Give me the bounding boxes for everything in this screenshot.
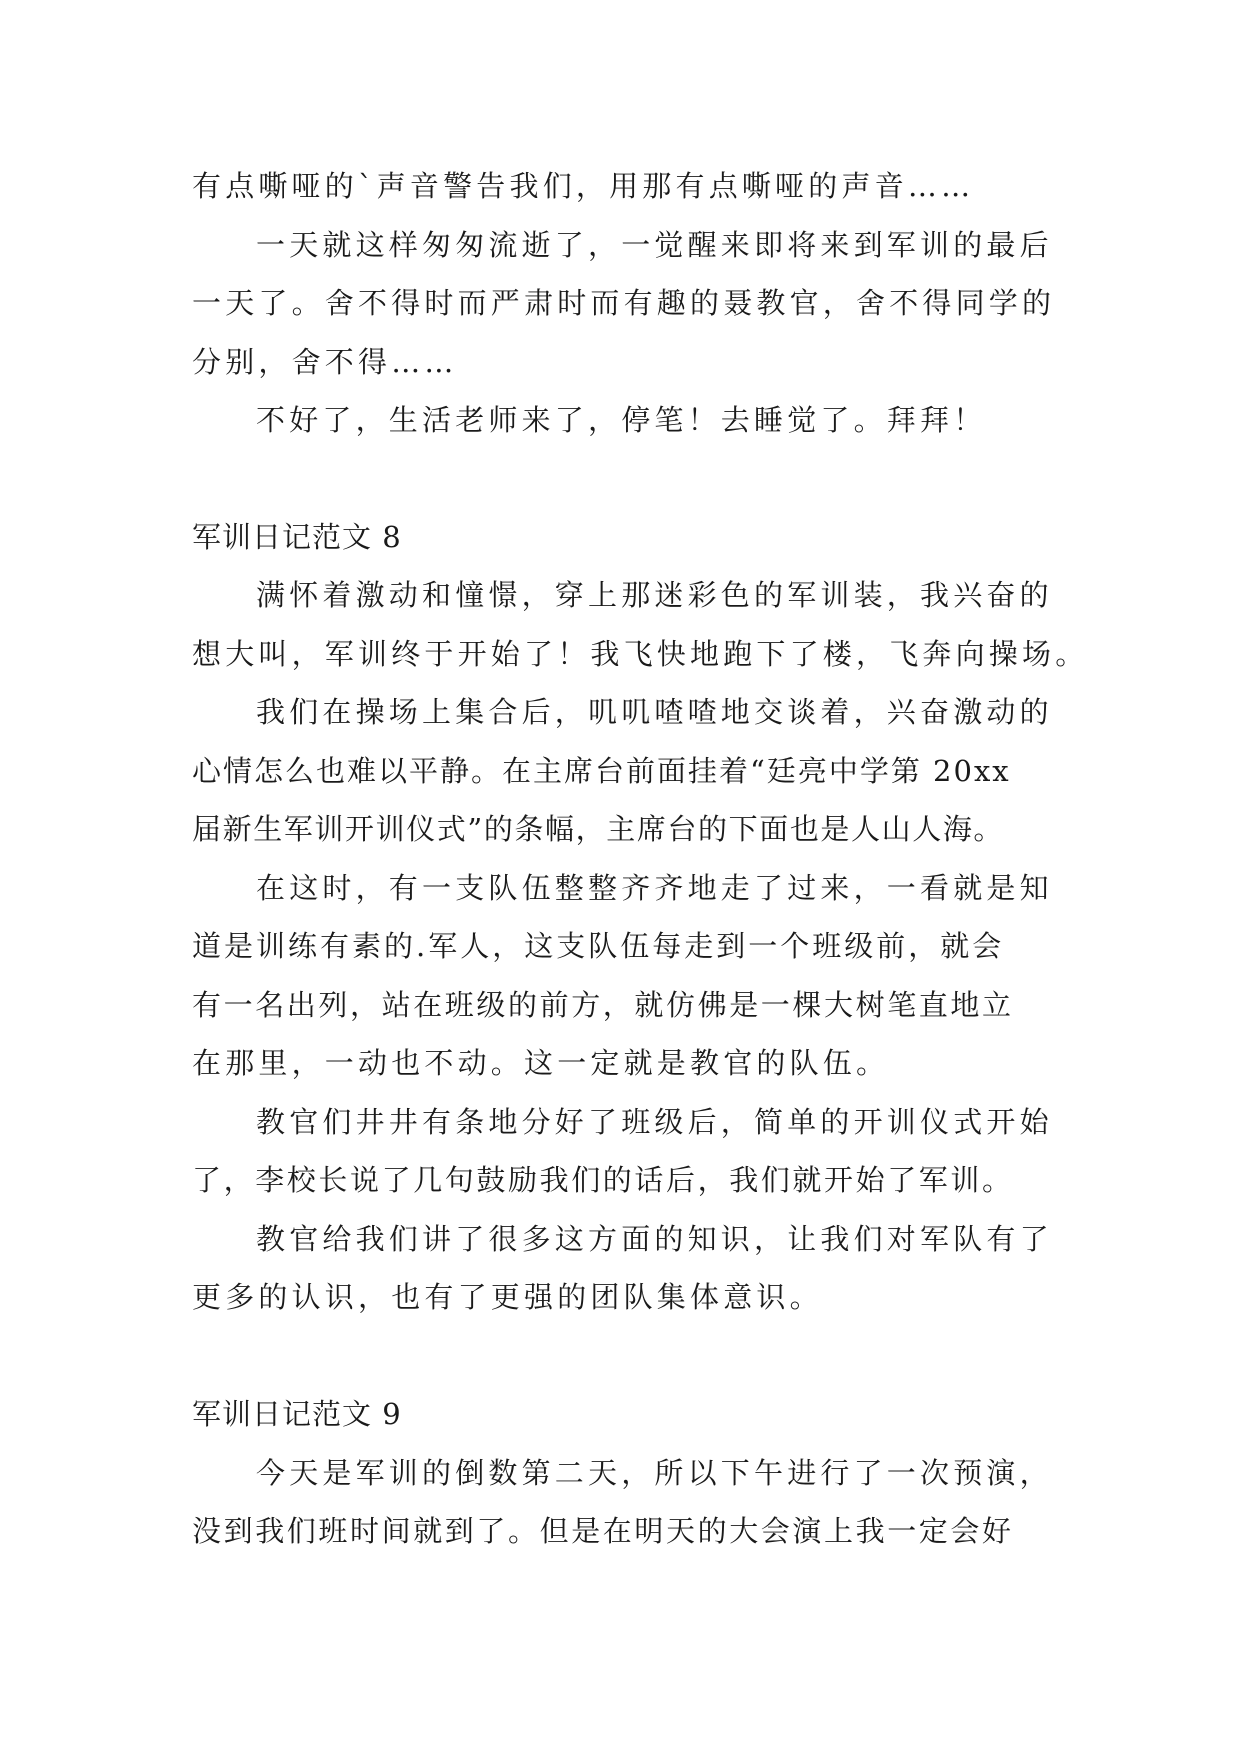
- paragraph-line: 今天是军训的倒数第二天，所以下午进行了一次预演，: [256, 1456, 1053, 1490]
- paragraph-line: 教官们井井有条地分好了班级后，简单的开训仪式开始: [256, 1105, 1053, 1139]
- paragraph-line: 教官给我们讲了很多这方面的知识，让我们对军队有了: [256, 1222, 1053, 1256]
- paragraph-line: 有点嘶哑的`声音警告我们，用那有点嘶哑的声音……: [192, 169, 975, 203]
- paragraph-line: 届新生军训开训仪式”的条幅，主席台的下面也是人山人海。: [192, 812, 1005, 846]
- paragraph-line: 分别，舍不得……: [192, 345, 458, 379]
- section-heading: 军训日记范文 8: [192, 520, 402, 554]
- paragraph-line: 一天就这样匆匆流逝了，一觉醒来即将来到军训的最后: [256, 228, 1053, 262]
- paragraph-line: 心情怎么也难以平静。在主席台前面挂着“廷亮中学第 20xx: [192, 754, 1011, 788]
- paragraph-line: 更多的认识，也有了更强的团队集体意识。: [192, 1280, 823, 1314]
- paragraph-line: 我们在操场上集合后，叽叽喳喳地交谈着，兴奋激动的: [256, 695, 1053, 729]
- paragraph-line: 想大叫，军训终于开始了！我飞快地跑下了楼，飞奔向操场。: [192, 637, 1089, 671]
- paragraph-line: 道是训练有素的.军人，这支队伍每走到一个班级前，就会: [192, 929, 1005, 963]
- paragraph-line: 没到我们班时间就到了。但是在明天的大会演上我一定会好: [192, 1514, 1014, 1548]
- paragraph-line: 了，李校长说了几句鼓励我们的话后，我们就开始了军训。: [192, 1163, 1014, 1197]
- paragraph-line: 满怀着激动和憧憬，穿上那迷彩色的军训装，我兴奋的: [256, 578, 1053, 612]
- section-heading: 军训日记范文 9: [192, 1397, 402, 1431]
- paragraph-line: 有一名出列，站在班级的前方，就仿佛是一棵大树笔直地立: [192, 988, 1014, 1022]
- paragraph-line: 在这时，有一支队伍整整齐齐地走了过来，一看就是知: [256, 871, 1053, 905]
- paragraph-line: 一天了。舍不得时而严肃时而有趣的聂教官，舍不得同学的: [192, 286, 1056, 320]
- paragraph-line: 在那里，一动也不动。这一定就是教官的队伍。: [192, 1046, 890, 1080]
- paragraph-line: 不好了，生活老师来了，停笔！去睡觉了。拜拜！: [256, 403, 987, 437]
